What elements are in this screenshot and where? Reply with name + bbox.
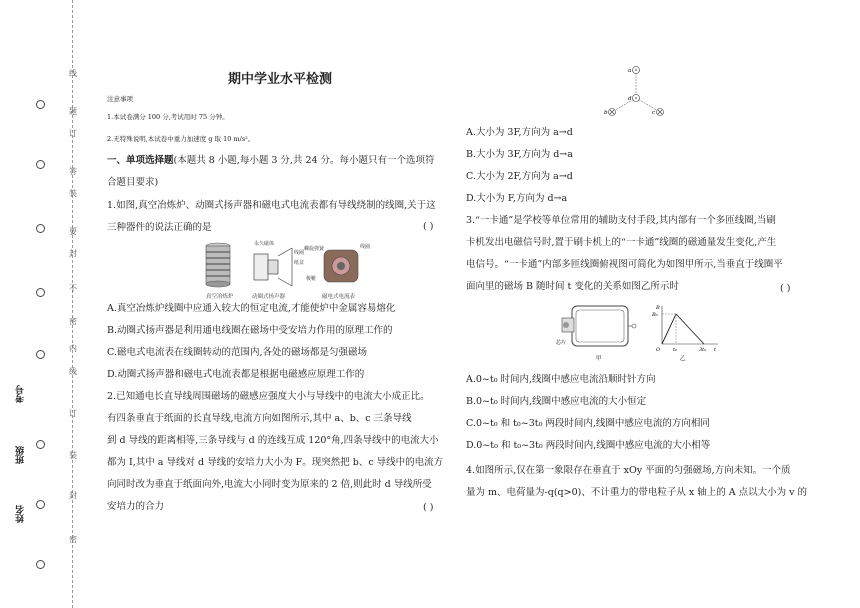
q3-line3: 电信号。“一卡通”内部多匝线圈俯视图可简化为如图甲所示,当垂直于线圈平 bbox=[466, 259, 783, 270]
binding-char: 订 bbox=[69, 409, 77, 418]
q1-option-c: C.磁电式电流表在线圈转动的范围内,各处的磁场都是匀强磁场 bbox=[107, 347, 367, 358]
q2-line6: 安培力的合力 bbox=[107, 501, 165, 512]
fig-label-pole: 极靴 bbox=[306, 276, 317, 282]
q2-option-a: A.大小为 3F,方向为 a→d bbox=[466, 127, 573, 138]
binding-char: 内 bbox=[69, 344, 77, 353]
fig-label-b-axis: B bbox=[656, 305, 660, 311]
binding-hole bbox=[36, 440, 45, 449]
q3-answer-paren: ( ) bbox=[780, 283, 791, 294]
note-2: 2.无特殊说明,本试卷中重力加速度 g 取 10 m/s²。 bbox=[107, 135, 255, 143]
binding-hole bbox=[36, 100, 45, 109]
binding-char: 封 bbox=[69, 491, 77, 500]
label-class: 班级 bbox=[16, 446, 26, 464]
binding-char: 装 bbox=[69, 189, 77, 198]
section-heading-rest: (本题共 8 小题,每小题 3 分,共 24 分。每小题只有一个选项符 bbox=[173, 155, 435, 166]
q1-line1: 1.如图,真空冶炼炉、动圈式扬声器和磁电式电流表都有导线绕制的线圈,关于这 bbox=[107, 200, 436, 211]
q3-figure bbox=[556, 302, 724, 364]
section-heading-line2: 合题目要求) bbox=[107, 177, 159, 188]
note-1: 1.本试卷满分 100 分,考试用时 75 分钟。 bbox=[107, 113, 229, 121]
section-heading bbox=[107, 154, 435, 168]
q2-line1: 2.已知通电长直导线周围磁场的磁感应强度大小与导线中的电流大小成正比。 bbox=[107, 391, 430, 402]
fig-label-d: d bbox=[628, 96, 632, 102]
binding-char: 要 bbox=[69, 227, 77, 236]
fig-label-coil-2: 线圈 bbox=[360, 244, 371, 250]
binding-hole bbox=[36, 160, 45, 169]
fig-label-chip: 芯片 bbox=[556, 340, 567, 346]
label-exam-number: 考号 bbox=[16, 385, 26, 403]
fig-label-3t0: 3t₀ bbox=[699, 347, 707, 353]
q4-line2: 量为 m、电荷量为-q(q>0)、不计重力的带电粒子从 x 轴上的 A 点以大小为 v 的 bbox=[466, 487, 808, 498]
fig-label-spring: 螺旋弹簧 bbox=[304, 246, 325, 252]
q3-option-c: C.0~t₀ 和 t₀~3t₀ 两段时间内,线圈中感应电流的方向相同 bbox=[466, 418, 710, 429]
notes-heading: 注意事项 bbox=[107, 95, 133, 103]
q3-line1: 3.“一卡通”是学校等单位常用的辅助支付手段,其内部有一个多匝线圈,当刷 bbox=[466, 215, 776, 226]
q2-line3: 到 d 导线的距离相等,三条导线与 d 的连线互成 120°角,四条导线中的电流大小 bbox=[107, 435, 439, 446]
binding-hole bbox=[36, 560, 45, 569]
binding-char: 封 bbox=[69, 249, 77, 258]
fig-label-b: b bbox=[604, 110, 608, 116]
q2-option-b: B.大小为 3F,方向为 d→a bbox=[466, 149, 573, 160]
q1-line2: 三种器件的说法正确的是 bbox=[107, 222, 212, 233]
binding-hole bbox=[36, 224, 45, 233]
q1-option-a: A.真空冶炼炉线圈中应通入较大的恒定电流,才能使炉中金属容易熔化 bbox=[107, 303, 396, 314]
q4-line1: 4.如图所示,仅在第一象限存在垂直于 xOy 平面的匀强磁场,方向未知。一个质 bbox=[466, 465, 791, 476]
fig-label-meter: 磁电式电流表 bbox=[322, 294, 356, 300]
fig-label-speaker: 动圈式扬声器 bbox=[252, 294, 286, 300]
fig-label-t-axis: t bbox=[714, 347, 717, 353]
binding-char: 装 bbox=[69, 451, 77, 460]
binding-char: 密 bbox=[69, 535, 77, 544]
binding-char: 密 bbox=[69, 317, 77, 326]
q3-option-d: D.0~t₀ 和 t₀~3t₀ 两段时间内,线圈中感应电流的大小相等 bbox=[466, 440, 711, 451]
q1-answer-paren: ( ) bbox=[423, 221, 434, 232]
q3-line2: 卡机发出电磁信号时,置于刷卡机上的“一卡通”线圈的磁通量发生变化,产生 bbox=[466, 237, 777, 248]
fig-label-furnace: 真空冶炼炉 bbox=[206, 294, 234, 300]
q3-option-b: B.0~t₀ 时间内,线圈中感应电流的大小恒定 bbox=[466, 396, 647, 407]
meter-illustration bbox=[324, 250, 358, 282]
q2-figure bbox=[600, 62, 672, 122]
fig-label-jia: 甲 bbox=[596, 356, 602, 362]
fig-label-c: c bbox=[652, 110, 656, 116]
furnace-illustration bbox=[206, 243, 230, 287]
binding-char: 答 bbox=[69, 167, 77, 176]
q2-line4: 都为 I,其中 a 导线对 d 导线的安培力大小为 F。现突然把 b、c 导线中的电流方 bbox=[107, 457, 444, 468]
q1-option-d: D.动圈式扬声器和磁电式电流表都是根据电磁感应原理工作的 bbox=[107, 369, 365, 380]
q2-option-c: C.大小为 2F,方向为 a→d bbox=[466, 171, 573, 182]
binding-hole bbox=[36, 350, 45, 359]
fig-label-t0: t₀ bbox=[673, 347, 678, 353]
q2-line2: 有四条垂直于纸面的长直导线,电流方向如图所示,其中 a、b、c 三条导线 bbox=[107, 413, 412, 424]
q2-answer-paren: ( ) bbox=[423, 502, 434, 513]
binding-char: 不 bbox=[69, 284, 77, 293]
q3-option-a: A.0~t₀ 时间内,线圈中感应电流沿顺时针方向 bbox=[466, 374, 656, 385]
q3-line4: 面向里的磁场 B 随时间 t 变化的关系如图乙所示时 bbox=[466, 281, 679, 292]
section-heading-bold: 一、单项选择题 bbox=[107, 155, 174, 166]
q2-line5: 向同时改为垂直于纸面向外,电流大小同时变为原来的 2 倍,则此时 d 导线所受 bbox=[107, 479, 432, 490]
binding-char: 线 bbox=[69, 69, 77, 78]
label-name: 姓名 bbox=[16, 505, 26, 523]
fig-label-yi: 乙 bbox=[680, 356, 686, 362]
binding-char: 题 bbox=[69, 107, 77, 116]
fig-label-magnet: 永久磁体 bbox=[254, 241, 275, 247]
q1-option-b: B.动圈式扬声器是利用通电线圈在磁场中受安培力作用的原理工作的 bbox=[107, 325, 393, 336]
binding-line bbox=[72, 0, 73, 608]
fig-label-a: a bbox=[628, 68, 632, 74]
fig-label-b0: B₀ bbox=[652, 312, 658, 318]
fig-label-origin: O bbox=[656, 347, 661, 353]
page-title: 期中学业水平检测 bbox=[228, 72, 333, 87]
binding-hole bbox=[36, 500, 45, 509]
binding-hole bbox=[36, 288, 45, 297]
speaker-illustration bbox=[254, 248, 292, 286]
binding-char: 线 bbox=[69, 367, 77, 376]
binding-char: 订 bbox=[69, 129, 77, 138]
q2-option-d: D.大小为 F,方向为 d→a bbox=[466, 193, 568, 204]
fig-label-coil: 线圈 bbox=[294, 250, 305, 256]
q1-figure bbox=[196, 236, 376, 302]
fig-label-cone: 纸盆 bbox=[294, 260, 305, 266]
